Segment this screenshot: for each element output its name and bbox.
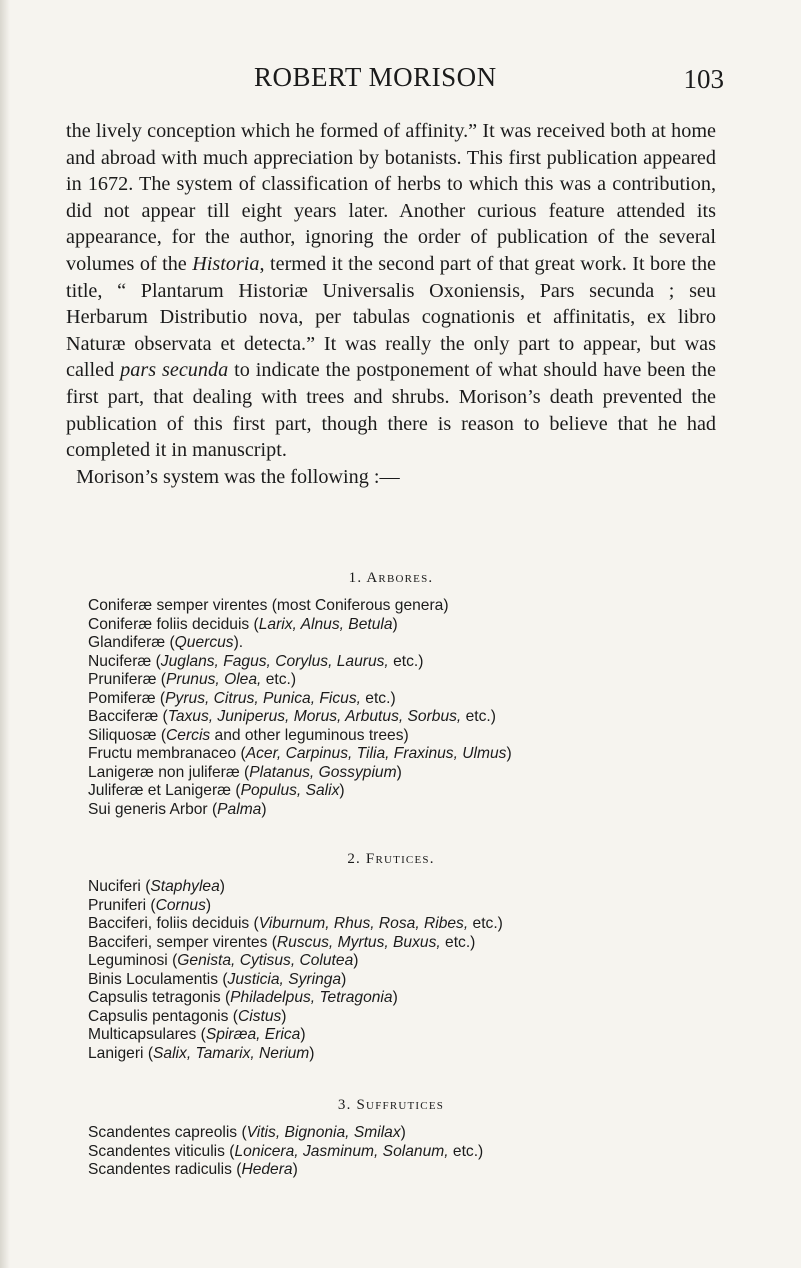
section-heading-text: 1. Arbores. (348, 570, 434, 586)
list-item: Siliquosæ (Cercis and other leguminous trees) (88, 726, 409, 744)
item-examples: Viburnum, Rhus, Rosa, Ribes, (258, 915, 469, 932)
item-tail: etc. (261, 671, 291, 688)
item-name: Binis Loculamentis (88, 970, 219, 988)
item-name: Multicapsulares (88, 1026, 197, 1043)
section-heading-text: 2. Frutices. (347, 851, 435, 867)
item-examples: Vitis, Bignonia, Smilax (246, 1124, 401, 1141)
item-name: Coniferæ semper virentes (most Coniferous genera) (88, 597, 449, 614)
item-examples: Prunus, Olea, (166, 671, 262, 688)
list-item: Multicapsulares (Spiræa, Erica) (88, 1026, 306, 1043)
item-name: Bacciferi, semper virentes (88, 933, 268, 951)
list-item: Coniferæ foliis deciduis (Larix, Alnus, Betula) (88, 615, 398, 633)
list-item: Nuciferi (Staphylea) (88, 878, 225, 895)
section-heading-frutices (66, 851, 716, 868)
list-item: Binis Loculamentis (Justicia, Syringa) (88, 970, 347, 988)
list-item: Bacciferi, foliis deciduis (Viburnum, Rhus, Rosa, Ribes, etc.) (88, 915, 503, 932)
item-name: Sui generis Arbor (88, 800, 208, 818)
item-examples: Larix, Alnus, Betula (258, 615, 393, 633)
item-tail: etc. (468, 915, 498, 932)
item-name: Siliquosæ (88, 726, 157, 744)
item-name: Bacciferi, foliis deciduis (88, 915, 250, 932)
item-examples: Taxus, Juniperus, Morus, Arbutus, Sorbus, (167, 708, 462, 725)
item-examples: Ruscus, Myrtus, Buxus, (276, 933, 441, 951)
list-item: Juliferæ et Lanigeræ (Populus, Salix) (88, 782, 345, 799)
list-suffrutices (88, 1124, 718, 1180)
paragraph-main: the lively conception which he formed of affinity.” It was received both at home and abroad with much appreciation by botanists. This first publication appeared in 1672. The system of classification of herbs to which this was a contribution, did not appear till eight years later. Another curious feature attended its appearance, for the author, ignoring the order of publication of the several volumes of the Historia, termed it the second part of that great work. It bore the title, “ Plantarum Historiæ Universalis Oxoniensis, Pars secunda ; seu Herbarum Distributio nova, per tabulas cognationis et affinitatis, ex libro Naturæ observata et detecta.” It was really the only part to appear, but was called pars secunda to indicate the postponement of what should have been the first part, that dealing with trees and shrubs. Morison’s death prevented the publication of this first part, though there is reason to believe that he had completed it in manuscript. (66, 120, 716, 462)
page-binding-shadow (0, 0, 10, 1268)
item-name: Pomiferæ (88, 689, 156, 707)
list-item: Scandentes capreolis (Vitis, Bignonia, Smilax) (88, 1124, 406, 1141)
item-name: Scandentes capreolis (88, 1124, 238, 1141)
page-header (254, 62, 724, 94)
italic-pars-secunda: pars secunda (120, 359, 229, 382)
item-name: Glandiferæ (88, 634, 166, 651)
list-item: Nuciferæ (Juglans, Fagus, Corylus, Laurus, etc.) (88, 652, 424, 670)
list-item: Pomiferæ (Pyrus, Citrus, Punica, Ficus, etc.) (88, 689, 396, 707)
item-name: Scandentes radiculis (88, 1161, 232, 1178)
item-name: Leguminosi (88, 952, 168, 969)
item-tail: etc. (360, 689, 391, 707)
item-name: Pruniferi (88, 896, 147, 914)
section-heading-text: 3. Suffrutices (337, 1097, 445, 1113)
item-name: Scandentes viticulis (88, 1142, 225, 1160)
list-item: Scandentes viticulis (Lonicera, Jasminum, Solanum, etc.) (88, 1142, 484, 1160)
item-tail: etc. (461, 708, 491, 725)
paragraph-system-intro: Morison’s system was the following :— (76, 465, 400, 488)
item-tail: etc. (448, 1142, 479, 1160)
list-item (88, 597, 718, 616)
item-examples: Pyrus, Citrus, Punica, Ficus, (165, 689, 361, 707)
list-item: Bacciferi, semper virentes (Ruscus, Myrtus, Buxus, etc.) (88, 933, 476, 951)
item-name: Lanigeræ non juliferæ (88, 763, 240, 781)
item-tail: etc. (440, 933, 471, 951)
running-title: ROBERT MORISON (254, 62, 497, 92)
item-name: Bacciferæ (88, 708, 159, 725)
list-item: Capsulis pentagonis (Cistus) (88, 1007, 287, 1025)
list-item: Fructu membranaceo (Acer, Carpinus, Tilia, Fraxinus, Ulmus) (88, 745, 512, 762)
item-examples: Acer, Carpinus, Tilia, Fraxinus, Ulmus (245, 745, 507, 762)
item-name: Lanigeri (88, 1044, 144, 1062)
item-examples: Salix, Tamarix, Nerium (153, 1044, 310, 1062)
list-item: Lanigeræ non juliferæ (Platanus, Gossypium) (88, 763, 402, 781)
item-name: Pruniferæ (88, 671, 157, 688)
item-name: Nuciferæ (88, 652, 152, 670)
item-examples: Cornus (155, 896, 206, 914)
item-examples: Spiræa, Erica (205, 1026, 301, 1043)
item-examples: Populus, Salix (240, 782, 340, 799)
list-item: Pruniferi (Cornus) (88, 896, 212, 914)
list-arbores (88, 597, 718, 819)
item-examples: Lonicera, Jasminum, Solanum, (234, 1142, 449, 1160)
item-examples: Justicia, Syringa (227, 970, 342, 988)
body-text (66, 118, 716, 490)
item-examples: Cercis (166, 726, 211, 744)
item-examples: Palma (217, 800, 262, 818)
item-tail: etc. (388, 652, 419, 670)
page-number: 103 (683, 64, 724, 94)
item-name: Capsulis pentagonis (88, 1007, 229, 1025)
item-examples: Philadelpus, Tetragonia (230, 989, 393, 1006)
item-name: Nuciferi (88, 878, 141, 895)
list-item: Lanigeri (Salix, Tamarix, Nerium) (88, 1044, 315, 1062)
list-item: Sui generis Arbor (Palma) (88, 800, 267, 818)
item-examples: Staphylea (150, 878, 220, 895)
list-item: Bacciferæ (Taxus, Juniperus, Morus, Arbutus, Sorbus, etc.) (88, 708, 496, 725)
item-name: Coniferæ foliis deciduis (88, 615, 250, 633)
section-heading-suffrutices (66, 1097, 716, 1114)
item-examples: Juglans, Fagus, Corylus, Laurus, (160, 652, 389, 670)
item-examples: Cistus (237, 1007, 282, 1025)
item-name: Juliferæ et Lanigeræ (88, 782, 232, 799)
list-item: Scandentes radiculis (Hedera) (88, 1161, 298, 1178)
list-item: Glandiferæ (Quercus). (88, 634, 244, 651)
section-heading-arbores (66, 570, 716, 587)
item-name: Fructu membranaceo (88, 745, 237, 762)
item-examples: Genista, Cytisus, Colutea (177, 952, 354, 969)
item-examples: Platanus, Gossypium (249, 763, 397, 781)
list-item: Capsulis tetragonis (Philadelpus, Tetragonia) (88, 989, 398, 1006)
item-examples: Quercus (174, 634, 234, 651)
item-name: Capsulis tetragonis (88, 989, 221, 1006)
list-frutices (88, 878, 718, 1063)
item-tail: and other leguminous trees (210, 726, 404, 744)
list-item: Pruniferæ (Prunus, Olea, etc.) (88, 671, 297, 688)
italic-historia: Historia (192, 252, 260, 275)
item-examples: Hedera (241, 1161, 293, 1178)
list-item: Leguminosi (Genista, Cytisus, Colutea) (88, 952, 359, 969)
